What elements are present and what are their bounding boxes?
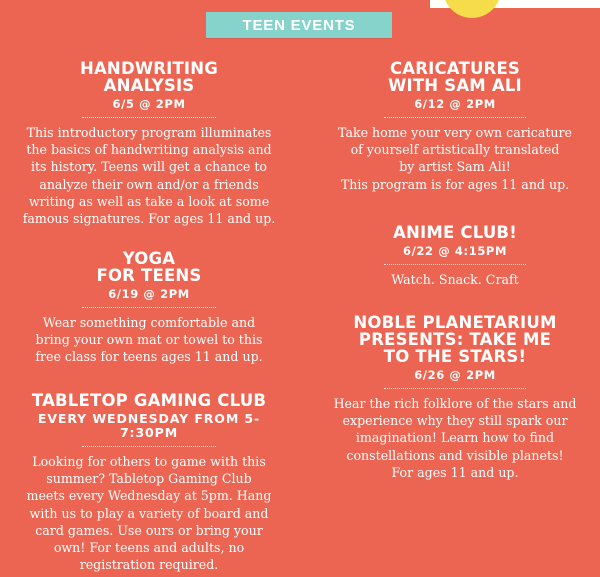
event-description-line: registration required. [79,557,219,573]
event-title [322,60,588,94]
event-anime-club [322,224,588,288]
event-description-line: by artist Sam Ali! [399,159,511,175]
event-description-line: with us to play a variety of board and [29,505,269,521]
dotted-divider [384,388,526,389]
dotted-divider [82,117,216,118]
event-description-line: analyze their own and/or a friends [39,176,259,192]
event-title-line: ANIME CLUB! [393,223,517,242]
event-description-line: bring your own mat or towel to this [35,332,263,348]
event-description-line: This program is for ages 11 and up. [340,176,570,192]
dotted-divider [384,264,526,265]
event-description-line: own! For teens and adults, no [53,540,245,556]
event-title-line: WITH SAM ALI [388,76,522,95]
event-description-line: Take home your very own caricature [338,125,572,140]
event-description-line: constellations and visible planets! [346,447,564,463]
event-title-line: TO THE STARS! [383,347,527,366]
event-title [322,224,588,241]
event-title-line: NOBLE PLANETARIUM [353,313,557,332]
event-description-line: free class for teens ages 11 and up. [35,349,263,365]
event-description [322,271,588,288]
event-title-line: PRESENTS: TAKE ME [358,330,552,349]
event-description-line: its history. Teens will get a chance to [30,159,268,175]
event-description-line: Watch. Snack. Craft [391,272,519,287]
event-date: 6/19 @ 2PM [108,287,190,301]
event-description-line: the basics of handwriting analysis and [26,142,272,158]
event-date: 6/12 @ 2PM [414,97,496,111]
event-date: 6/5 @ 2PM [112,97,186,111]
event-description-line: summer? Tabletop Gaming Club [46,471,252,487]
event-description [322,124,588,193]
event-description-line: imagination! Learn how to find [355,430,555,446]
event-yoga-for-teens [18,250,280,366]
event-title-line: CARICATURES [389,59,521,78]
event-description-line: writing as well as take a look at some [28,193,270,209]
event-description [18,314,280,366]
event-handwriting-analysis [18,60,280,227]
event-title [322,314,588,365]
event-title-line: ANALYSIS [103,76,195,95]
event-tabletop-gaming-club [14,392,284,573]
event-date: 6/22 @ 4:15PM [403,244,507,258]
event-description-line: Hear the rich folklore of the stars and [333,396,577,411]
section-banner: TEEN EVENTS [206,12,392,38]
event-description-line: Wear something comfortable and [42,315,256,330]
event-description-line: meets every Wednesday at 5pm. Hang [26,488,272,504]
event-title [14,392,284,409]
event-description [14,453,284,573]
event-title-line: FOR TEENS [96,266,202,285]
event-description-line: of yourself artistically translated [350,142,560,158]
dotted-divider [82,307,216,308]
event-description-line: This introductory program illuminates [26,125,272,140]
event-description [18,124,280,227]
event-description-line: experience why they still spark our [342,413,568,429]
event-description-line: Looking for others to game with this [32,454,266,469]
event-description-line: card games. Use ours or bring your [35,522,263,538]
event-title-line: TABLETOP GAMING CLUB [31,391,267,410]
event-description-line: For ages 11 and up. [391,464,519,480]
event-noble-planetarium [322,314,588,481]
dotted-divider [82,446,216,447]
event-title [18,250,280,284]
event-description-line: famous signatures. For ages 11 and up. [22,211,276,227]
dotted-divider [384,117,526,118]
event-description [322,395,588,481]
sun-icon [445,0,499,16]
event-title-line: YOGA [122,249,176,268]
event-date: 6/26 @ 2PM [414,368,496,382]
event-title-line: HANDWRITING [79,59,219,78]
event-caricatures-with-sam-ali [322,60,588,193]
event-date: EVERY WEDNESDAY FROM 5-7:30PM [37,411,261,440]
event-title [18,60,280,94]
